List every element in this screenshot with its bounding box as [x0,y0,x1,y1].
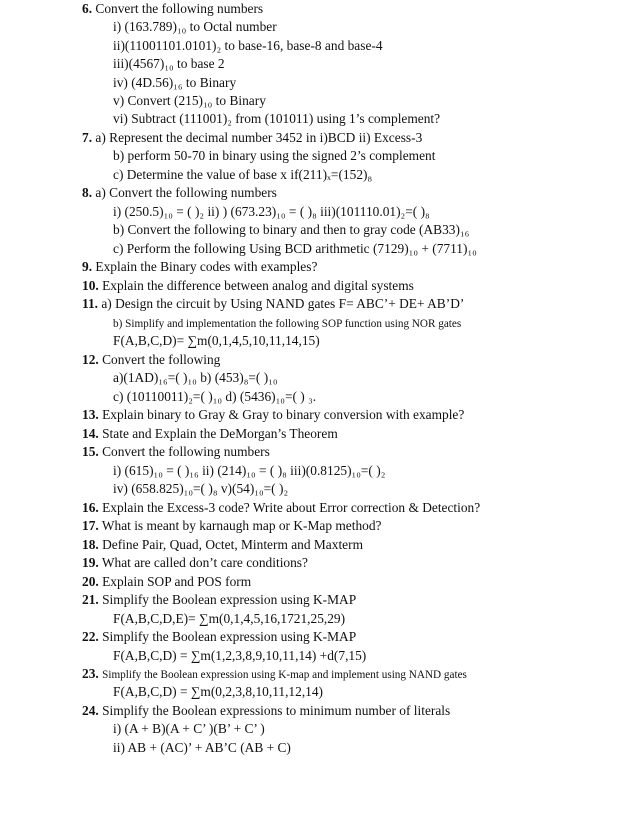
question-9 [82,258,317,276]
question-24-part-ii: ii) AB + (AC)’ + AB’C (AB + C) [113,740,291,755]
question-text: Explain the difference between analog and digital systems [102,278,414,293]
question-8-part-c: c) Perform the following Using BCD arithmetic (7129)₁₀ + (7711)₁₀ [113,241,477,256]
question-text: State and Explain the DeMorgan’s Theorem [102,426,338,441]
question-number: 13. [82,407,99,422]
question-text: Define Pair, Quad, Octet, Minterm and Maxterm [102,537,363,552]
question-12-part-cd: c) (10110011)₂=( )₁₀ d) (5436)₁₀=( ) ₃. [113,389,317,404]
question-6-part-iv: iv) (4D.56)₁₆ to Binary [113,75,237,90]
question-10 [82,277,414,295]
question-number: 9. [82,259,93,274]
question-7-part-c: c) Determine the value of base x if(211)ₓ=(152)₈ [113,167,373,182]
question-text: Explain binary to Gray & Gray to binary conversion with example? [102,407,465,422]
question-6-part-i: i) (163.789)₁₀ to Octal number [113,19,277,34]
question-text: Simplify the Boolean expression using K-MAP [102,592,357,607]
question-15-part-i: i) (615)₁₀ = ( )₁₆ ii) (214)₁₀ = ( )₈ iii)(0.8125)₁₀=( )₂ [113,463,386,478]
question-number: 10. [82,278,99,293]
question-number: 11. [82,296,98,311]
question-number: 15. [82,444,99,459]
question-22-function: F(A,B,C,D) = ∑m(1,2,3,8,9,10,11,14) +d(7,15) [113,648,367,663]
question-15-heading [82,443,270,461]
question-11-function: F(A,B,C,D)= ∑m(0,1,4,5,10,11,14,15) [113,333,320,348]
question-21-function: F(A,B,C,D,E)= ∑m(0,1,4,5,16,1721,25,29) [113,611,346,626]
question-text: Explain the Excess-3 code? Write about Error correction & Detection? [102,500,481,515]
question-number: 18. [82,537,99,552]
question-15-part-iv: iv) (658.825)₁₀=( )₈ v)(54)₁₀=( )₂ [113,481,289,496]
question-17 [82,517,382,535]
question-text: Simplify the Boolean expressions to minimum number of literals [102,703,451,718]
question-number: 17. [82,518,99,533]
question-number: 22. [82,629,99,644]
question-14 [82,425,338,443]
question-number: 7. [82,130,93,145]
question-text: Convert the following numbers [102,444,270,459]
question-20 [82,573,251,591]
question-6-part-v: v) Convert (215)₁₀ to Binary [113,93,266,108]
question-number: 24. [82,703,99,718]
question-text: Convert the following numbers [95,1,264,16]
question-18 [82,536,363,554]
question-number: 19. [82,555,99,570]
question-24-heading [82,702,450,720]
question-number: 20. [82,574,99,589]
question-text: Explain SOP and POS form [102,574,252,589]
question-text: Simplify the Boolean expression using K-MAP [102,629,357,644]
question-number: 6. [82,1,93,16]
question-21-heading [82,591,356,609]
question-11-heading [82,295,464,313]
question-12-part-ab: a)(1AD)₁₆=( )₁₀ b) (453)₈=( )₁₀ [113,370,278,385]
question-text: What are called don’t care conditions? [101,555,308,570]
question-8-heading [82,184,277,202]
question-8-part-b: b) Convert the following to binary and then to gray code (AB33)₁₆ [113,222,470,237]
question-16 [82,499,480,517]
question-text: Explain the Binary codes with examples? [95,259,318,274]
question-13 [82,406,464,424]
question-6-part-iii: iii)(4567)₁₀ to base 2 [113,56,225,71]
question-12-heading [82,351,220,369]
question-11-part-b: b) Simplify and implementation the following SOP function using NOR gates [113,318,462,330]
question-text: a) Convert the following numbers [95,185,277,200]
question-text: a) Design the circuit by Using NAND gates F= ABC’+ DE+ AB’D’ [101,296,465,311]
question-text: Simplify the Boolean expression using K-map and implement using NAND gates [102,669,467,681]
question-number: 8. [82,185,93,200]
question-number: 14. [82,426,99,441]
question-8-part-i: i) (250.5)₁₀ = ( )₂ ii) ) (673.23)₁₀ = ( )₈ iii)(101110.01)₂=( )₈ [113,204,430,219]
question-number: 21. [82,592,99,607]
question-number: 12. [82,352,99,367]
question-23-heading [82,665,467,684]
question-number: 23. [82,666,99,681]
question-19 [82,554,308,572]
question-22-heading [82,628,356,646]
question-7-part-b: b) perform 50-70 in binary using the signed 2’s complement [113,148,436,163]
question-6-part-ii: ii)(11001101.0101)₂ to base-16, base-8 and base-4 [113,38,383,53]
question-7-heading [82,129,422,147]
question-23-function: F(A,B,C,D) = ∑m(0,2,3,8,10,11,12,14) [113,684,324,699]
question-text: What is meant by karnaugh map or K-Map method? [101,518,382,533]
question-24-part-i: i) (A + B)(A + C’ )(B’ + C’ ) [113,721,265,736]
question-text: a) Represent the decimal number 3452 in i)BCD ii) Excess-3 [95,130,423,145]
question-number: 16. [82,500,99,515]
question-6-part-vi: vi) Subtract (111001)₂ from (101011) using 1’s complement? [113,111,441,126]
question-text: Convert the following [102,352,221,367]
question-6-heading [82,0,263,18]
